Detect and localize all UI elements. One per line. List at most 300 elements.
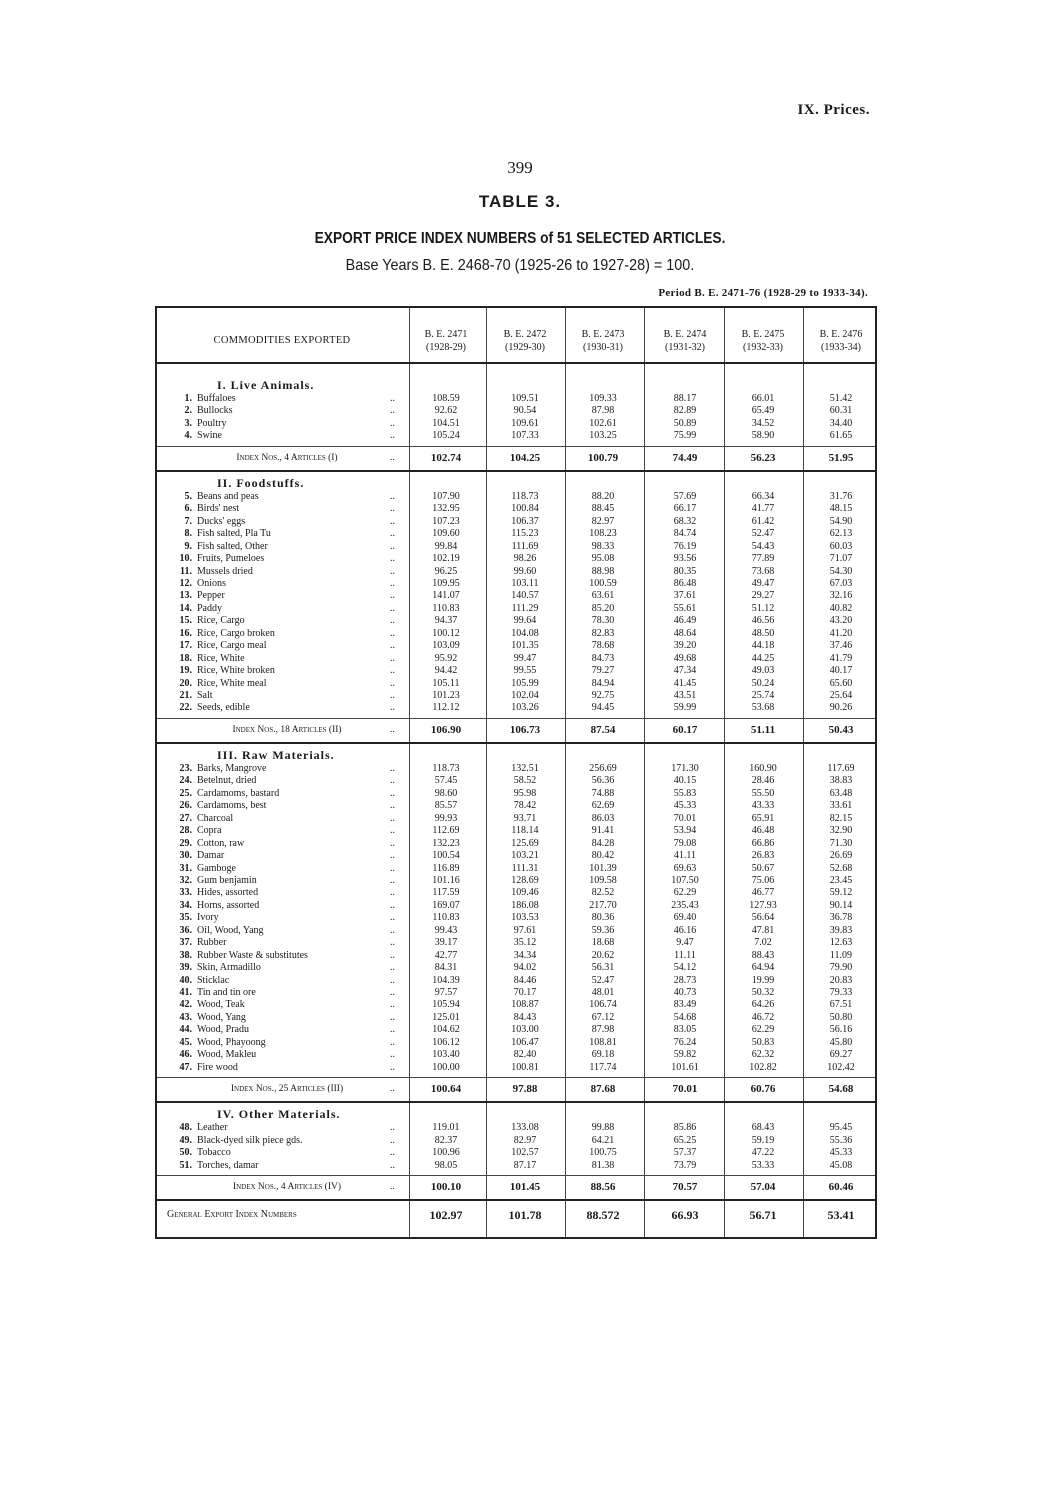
index-value: 80.35	[673, 565, 697, 577]
leader-dots: ..	[390, 1122, 395, 1134]
table-row	[157, 1024, 875, 1036]
group-index-value: 100.79	[587, 451, 619, 464]
index-value: 99.64	[513, 615, 537, 627]
index-value: 105.11	[432, 677, 460, 689]
index-value: 62.29	[673, 887, 697, 899]
year-be: B. E. 2473	[581, 329, 625, 340]
row-number: 44.	[179, 1024, 192, 1036]
row-number: 39.	[179, 962, 192, 974]
index-value: 86.03	[591, 812, 615, 824]
index-value: 100.81	[511, 1061, 539, 1073]
index-value: 235.43	[671, 899, 699, 911]
index-value: 46.48	[751, 825, 775, 837]
index-value: 82.97	[513, 1134, 537, 1146]
row-number: 51.	[179, 1159, 192, 1171]
general-index-value: 101.78	[508, 1207, 542, 1222]
index-value: 47.34	[673, 665, 697, 677]
index-value: 49.03	[751, 665, 775, 677]
group-index-value: 70.57	[672, 1180, 698, 1193]
leader-dots: ..	[390, 912, 395, 924]
index-value: 87.98	[591, 1024, 615, 1036]
table-row	[157, 628, 875, 640]
index-value: 112.69	[432, 825, 460, 837]
index-value: 133.08	[511, 1122, 539, 1134]
commodity-name: Copra	[197, 825, 222, 837]
index-value: 106.47	[511, 1036, 539, 1048]
index-value: 100.84	[511, 503, 539, 515]
year-ce: (1933-34)	[821, 342, 861, 353]
index-value: 70.17	[513, 987, 537, 998]
index-value: 53.68	[751, 702, 775, 714]
index-value: 79.27	[591, 665, 615, 677]
leader-dots: ..	[390, 924, 395, 936]
index-value: 103.53	[511, 912, 539, 924]
commodity-name: Horns, assorted	[197, 899, 260, 911]
index-value: 47.22	[751, 1147, 775, 1159]
table-row	[157, 925, 875, 937]
index-value: 106.12	[432, 1036, 460, 1048]
index-value: 50.83	[751, 1036, 775, 1048]
index-value: 105.24	[432, 430, 460, 442]
index-value: 82.83	[591, 627, 615, 639]
index-value: 99.93	[434, 812, 458, 824]
index-value: 25.64	[829, 690, 853, 701]
table-row	[157, 1160, 875, 1172]
leader-dots: ..	[390, 862, 395, 874]
group-index-value: 51.11	[750, 723, 776, 736]
table-row	[157, 813, 875, 825]
index-value: 51.12	[751, 602, 775, 614]
index-value: 88.17	[673, 393, 697, 404]
index-value: 118.14	[511, 825, 539, 837]
index-value: 40.15	[673, 775, 697, 787]
commodity-name: Cotton, raw	[197, 837, 245, 849]
index-value: 79.90	[829, 962, 853, 974]
index-value: 103.00	[511, 1024, 539, 1036]
commodity-name: Gum benjamin	[197, 874, 257, 886]
row-number: 1.	[184, 393, 192, 404]
group-index-value: 88.56	[590, 1180, 616, 1193]
index-value: 109.46	[511, 887, 539, 899]
index-value: 80.36	[591, 912, 615, 924]
index-value: 102.42	[827, 1061, 855, 1073]
index-value: 82.52	[591, 887, 615, 899]
table-row	[157, 653, 875, 665]
group-index-label: Index Nos., 4 Articles (I)	[236, 452, 338, 463]
leader-dots: ..	[390, 999, 395, 1011]
index-value: 104.39	[432, 974, 460, 986]
group-index-value: 51.95	[828, 451, 854, 464]
commodity-name: Wood, Phayoong	[197, 1036, 266, 1048]
index-value: 88.20	[591, 490, 615, 502]
table-row	[157, 987, 875, 999]
commodity-name: Paddy	[197, 602, 222, 614]
index-value: 88.45	[591, 503, 615, 515]
index-value: 58.52	[513, 775, 537, 787]
row-number: 12.	[179, 577, 192, 589]
commodity-name: Damar	[197, 850, 225, 862]
index-value: 59.36	[591, 924, 615, 936]
index-value: 59.82	[673, 1049, 697, 1061]
row-divider	[157, 718, 875, 719]
row-number: 33.	[179, 887, 192, 899]
commodity-name: Poultry	[197, 417, 227, 429]
index-value: 106.74	[589, 999, 617, 1011]
index-value: 115.23	[511, 528, 539, 540]
group-index-label: Index Nos., 18 Articles (II)	[232, 724, 342, 735]
table-row	[157, 516, 875, 528]
commodity-name: Leather	[197, 1122, 228, 1134]
index-value: 98.60	[434, 787, 458, 799]
table-row	[157, 678, 875, 690]
index-value: 53.33	[751, 1159, 775, 1171]
group-index-value: 60.17	[672, 723, 698, 736]
index-value: 68.32	[673, 515, 697, 527]
index-value: 140.57	[511, 590, 539, 602]
index-value: 83.05	[673, 1024, 697, 1036]
index-value: 11.11	[674, 949, 696, 961]
index-value: 57.37	[673, 1147, 697, 1159]
row-number: 42.	[179, 999, 192, 1011]
index-value: 100.96	[432, 1147, 460, 1159]
table-row	[157, 640, 875, 652]
index-value: 99.55	[513, 665, 537, 677]
index-value: 57.45	[434, 775, 458, 787]
commodity-name: Charcoal	[197, 812, 234, 824]
index-value: 125.69	[511, 837, 539, 849]
group-index-value: 74.49	[672, 451, 698, 464]
leader-dots: ..	[390, 899, 395, 911]
row-divider	[157, 1199, 875, 1201]
index-value: 48.50	[751, 627, 775, 639]
row-number: 27.	[179, 812, 192, 824]
index-value: 117.69	[827, 762, 855, 774]
index-value: 75.06	[751, 874, 775, 886]
index-value: 107.33	[511, 430, 539, 442]
index-value: 59.99	[673, 702, 697, 714]
index-value: 35.12	[513, 937, 537, 949]
commodities-column-header: COMMODITIES EXPORTED	[213, 335, 351, 346]
index-value: 94.02	[513, 962, 537, 974]
index-value: 95.45	[829, 1122, 853, 1134]
index-value: 50.32	[751, 987, 775, 998]
index-value: 66.17	[673, 503, 697, 515]
commodity-name: Pepper	[197, 590, 225, 602]
row-number: 28.	[179, 825, 192, 837]
index-value: 109.60	[432, 528, 460, 540]
general-index-row	[157, 1207, 875, 1223]
index-value: 118.73	[511, 490, 539, 502]
index-value: 101.16	[432, 874, 460, 886]
index-value: 40.17	[829, 665, 853, 677]
index-value: 34.52	[751, 417, 775, 429]
group-index-value: 106.90	[430, 723, 462, 736]
index-value: 99.43	[434, 924, 458, 936]
leader-dots: ..	[390, 800, 395, 812]
leader-dots: ..	[390, 1147, 395, 1159]
commodity-name: Rice, White broken	[197, 665, 275, 677]
index-value: 67.03	[829, 577, 853, 589]
commodity-name: Salt	[197, 690, 213, 701]
table-row	[157, 775, 875, 787]
index-value: 109.51	[511, 393, 539, 404]
index-value: 103.21	[511, 850, 539, 862]
commodity-name: Cardamoms, bastard	[197, 787, 280, 799]
index-value: 25.74	[751, 690, 775, 701]
leader-dots: ..	[390, 1159, 395, 1171]
row-number: 24.	[179, 775, 192, 787]
group-title: II. Foodstuffs.	[217, 475, 305, 490]
index-value: 50.24	[751, 677, 775, 689]
index-value: 103.25	[589, 430, 617, 442]
index-value: 105.94	[432, 999, 460, 1011]
group-title: III. Raw Materials.	[217, 747, 335, 762]
index-value: 29.27	[751, 590, 775, 602]
index-value: 11.09	[829, 949, 853, 961]
index-value: 20.62	[591, 949, 615, 961]
index-value: 94.37	[434, 615, 458, 627]
group-index-value: 57.04	[750, 1180, 776, 1193]
row-number: 16.	[179, 627, 192, 639]
index-value: 45.80	[829, 1036, 853, 1048]
index-value: 107.23	[432, 515, 460, 527]
index-value: 19.99	[751, 974, 775, 986]
row-number: 45.	[179, 1036, 192, 1048]
index-value: 94.45	[591, 702, 615, 714]
index-value: 101.39	[589, 862, 617, 874]
year-column-header	[646, 328, 724, 354]
index-value: 63.61	[591, 590, 615, 602]
row-number: 23.	[179, 762, 192, 774]
leader-dots: ..	[390, 553, 395, 565]
index-value: 118.73	[432, 762, 460, 774]
leader-dots: ..	[390, 615, 395, 627]
year-ce: (1930-31)	[583, 342, 623, 353]
index-value: 73.79	[673, 1159, 697, 1171]
index-value: 132.51	[511, 762, 539, 774]
index-value: 117.59	[432, 887, 460, 899]
index-value: 51.42	[829, 393, 853, 404]
index-value: 105.99	[511, 677, 539, 689]
index-value: 82.15	[829, 812, 853, 824]
index-value: 54.43	[751, 540, 775, 552]
index-value: 66.86	[751, 837, 775, 849]
year-be: B. E. 2472	[503, 329, 547, 340]
general-index-value: 102.97	[429, 1207, 463, 1222]
table-row	[157, 763, 875, 775]
index-value: 64.21	[591, 1134, 615, 1146]
table-row	[157, 999, 875, 1011]
page-number: 399	[507, 158, 533, 177]
row-number: 41.	[179, 987, 192, 998]
commodity-name: Beans and peas	[197, 490, 259, 502]
index-value: 90.26	[829, 702, 853, 714]
index-value: 39.83	[829, 924, 853, 936]
commodity-name: Rubber Waste & substitutes	[197, 949, 308, 961]
index-value: 39.20	[673, 640, 697, 652]
index-value: 66.34	[751, 490, 775, 502]
table-row	[157, 1122, 875, 1134]
group-title: I. Live Animals.	[217, 378, 315, 392]
index-value: 97.61	[513, 924, 537, 936]
group-index-value: 50.43	[828, 723, 854, 736]
table-row	[157, 825, 875, 837]
index-value: 84.73	[591, 652, 615, 664]
leader-dots: ..	[390, 430, 395, 442]
index-value: 56.36	[591, 775, 615, 787]
year-be: B. E. 2474	[663, 329, 707, 340]
index-value: 128.69	[511, 874, 539, 886]
table-row	[157, 950, 875, 962]
index-value: 84.31	[434, 962, 458, 974]
index-value: 108.59	[432, 393, 460, 404]
index-value: 125.01	[432, 1011, 460, 1023]
leader-dots: ..	[390, 405, 395, 417]
row-number: 26.	[179, 800, 192, 812]
index-value: 52.47	[751, 528, 775, 540]
table-row	[157, 615, 875, 627]
index-value: 84.46	[513, 974, 537, 986]
index-value: 103.11	[511, 577, 539, 589]
index-value: 112.12	[432, 702, 460, 714]
table-row	[157, 912, 875, 924]
index-value: 31.76	[829, 490, 853, 502]
index-value: 41.45	[673, 677, 697, 689]
index-value: 48.01	[591, 987, 615, 998]
leader-dots: ..	[390, 937, 395, 949]
leader-dots: ..	[390, 1036, 395, 1048]
index-value: 69.27	[829, 1049, 853, 1061]
index-value: 109.33	[589, 393, 617, 404]
table-row	[157, 1037, 875, 1049]
index-value: 108.87	[511, 999, 539, 1011]
commodity-name: Cardamoms, best	[197, 800, 267, 812]
commodity-name: Onions	[197, 577, 226, 589]
group-index-value: 106.73	[509, 723, 541, 736]
table-row	[157, 975, 875, 987]
leader-dots: ..	[390, 602, 395, 614]
index-value: 104.08	[511, 627, 539, 639]
index-value: 127.93	[749, 899, 777, 911]
index-value: 55.83	[673, 787, 697, 799]
index-value: 44.18	[751, 640, 775, 652]
leader-dots: ..	[390, 528, 395, 540]
index-value: 102.82	[749, 1061, 777, 1073]
row-divider	[157, 362, 875, 364]
row-number: 3.	[184, 417, 192, 429]
index-value: 59.12	[829, 887, 853, 899]
commodity-name: Wood, Makleu	[197, 1049, 257, 1061]
index-value: 171.30	[671, 762, 699, 774]
index-value: 111.69	[511, 540, 539, 552]
index-value: 46.16	[673, 924, 697, 936]
index-value: 79.33	[829, 987, 853, 998]
index-value: 116.89	[432, 862, 460, 874]
index-value: 46.56	[751, 615, 775, 627]
index-value: 95.92	[434, 652, 458, 664]
index-value: 110.83	[432, 602, 460, 614]
index-value: 18.68	[591, 937, 615, 949]
group-index-label: Index Nos., 4 Articles (IV)	[232, 1181, 342, 1192]
index-value: 49.68	[673, 652, 697, 664]
leader-dots: ..	[390, 652, 395, 664]
index-value: 91.41	[591, 825, 615, 837]
index-value: 12.63	[829, 937, 853, 949]
index-value: 81.38	[591, 1159, 615, 1171]
table-row	[157, 900, 875, 912]
table-row	[157, 430, 875, 442]
row-number: 4.	[184, 430, 192, 442]
index-value: 71.07	[829, 553, 853, 565]
index-value: 99.60	[513, 565, 537, 577]
index-value: 87.98	[591, 405, 615, 417]
period-note: Period B. E. 2471-76 (1928-29 to 1933-34).	[658, 287, 868, 299]
table-row	[157, 541, 875, 553]
index-value: 90.54	[513, 405, 537, 417]
row-number: 8.	[184, 528, 192, 540]
commodity-name: Hides, assorted	[197, 887, 259, 899]
commodity-name: Wood, Pradu	[197, 1024, 249, 1036]
leader-dots: ..	[390, 690, 395, 701]
index-value: 60.31	[829, 405, 853, 417]
index-value: 62.69	[591, 800, 615, 812]
general-index-label: General Export Index Numbers	[167, 1208, 297, 1220]
year-ce: (1932-33)	[743, 342, 783, 353]
index-value: 55.61	[673, 602, 697, 614]
group-index-row	[157, 723, 875, 737]
group-index-value: 101.45	[509, 1180, 541, 1193]
index-value: 41.79	[829, 652, 853, 664]
index-value: 99.84	[434, 540, 458, 552]
leader-dots: ..	[390, 590, 395, 602]
row-number: 43.	[179, 1011, 192, 1023]
row-number: 18.	[179, 652, 192, 664]
year-column-header	[486, 328, 564, 354]
index-value: 33.61	[829, 800, 853, 812]
row-divider	[157, 446, 875, 447]
table-row	[157, 566, 875, 578]
table-row	[157, 887, 875, 899]
commodity-name: Fire wood	[197, 1061, 238, 1073]
index-value: 103.09	[432, 640, 460, 652]
index-value: 28.73	[673, 974, 697, 986]
index-value: 98.26	[513, 553, 537, 565]
index-value: 53.94	[673, 825, 697, 837]
index-value: 82.89	[673, 405, 697, 417]
index-value: 50.89	[673, 417, 697, 429]
index-value: 43.33	[751, 800, 775, 812]
index-value: 62.13	[829, 528, 853, 540]
index-value: 54.68	[673, 1011, 697, 1023]
leader-dots: ..	[390, 490, 395, 502]
index-value: 48.64	[673, 627, 697, 639]
row-divider	[157, 742, 875, 744]
index-value: 85.86	[673, 1122, 697, 1134]
commodity-name: Seeds, edible	[197, 702, 250, 714]
group-index-value: 104.25	[509, 451, 541, 464]
leader-dots: ..	[390, 393, 395, 404]
row-number: 40.	[179, 974, 192, 986]
index-value: 74.88	[591, 787, 615, 799]
index-value: 107.90	[432, 490, 460, 502]
commodity-name: Tobacco	[197, 1147, 231, 1159]
index-value: 256.69	[589, 762, 617, 774]
index-value: 56.64	[751, 912, 775, 924]
leader-dots: ..	[390, 850, 395, 862]
index-value: 141.07	[432, 590, 460, 602]
index-value: 87.17	[513, 1159, 537, 1171]
index-value: 44.25	[751, 652, 775, 664]
